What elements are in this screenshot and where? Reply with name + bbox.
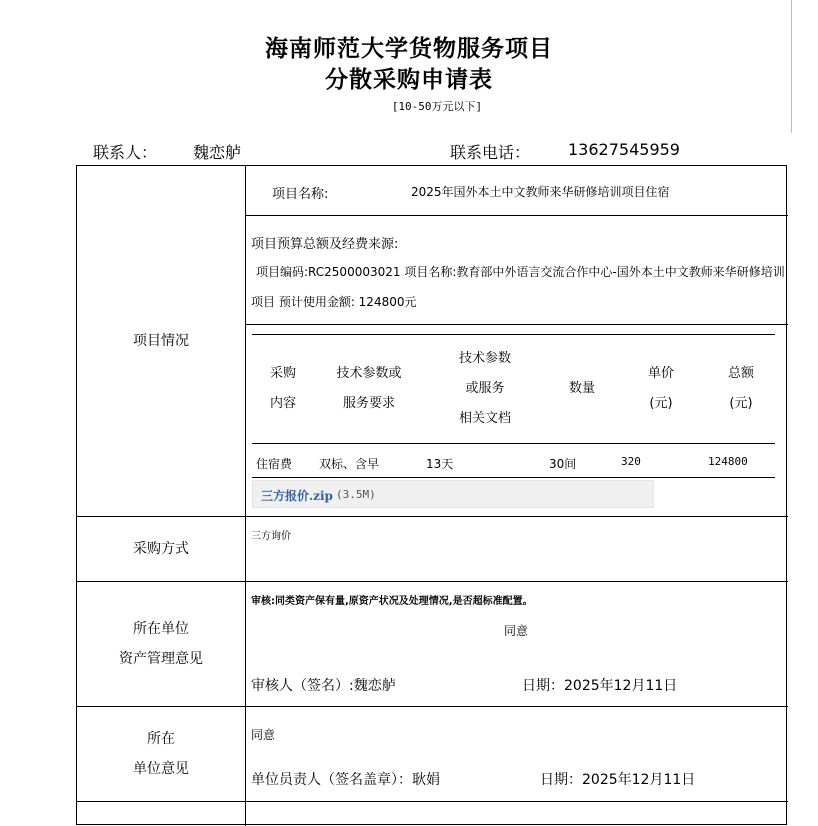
row-quantity: 30间 xyxy=(549,457,577,471)
project-info-label: 项目情况 xyxy=(133,333,189,349)
procurement-method-value: 三方询价 xyxy=(251,531,291,542)
row-divider xyxy=(245,324,788,325)
items-table-bottom-rule xyxy=(252,477,775,478)
application-form-table xyxy=(76,165,787,825)
procurement-method-label: 采购方式 xyxy=(133,541,189,557)
row-content: 住宿费 xyxy=(256,457,293,471)
amount-range-subtitle: [10-50万元以下] xyxy=(391,100,483,113)
unit-head-signature: 单位员责人（签名盖章）：耿娟 xyxy=(251,772,440,788)
row-divider xyxy=(77,801,788,802)
row-requirement: 双标、含早 xyxy=(319,457,380,471)
budget-heading: 项目预算总额及经费来源: xyxy=(251,237,399,252)
unit-opinion-label: 所在 单位意见 xyxy=(133,731,189,777)
column-divider xyxy=(245,166,246,826)
budget-detail-line2: 项目 预计使用金额: 124800元 xyxy=(251,295,417,309)
header-unit-price: 单价 (元) xyxy=(647,366,674,411)
items-table-header-rule xyxy=(252,443,775,444)
row-divider xyxy=(245,215,788,216)
row-divider xyxy=(77,516,788,517)
header-quantity: 数量 xyxy=(568,381,595,396)
asset-review-note: 审核:同类资产保有量,原资产状况及处理情况,是否超标准配置。 xyxy=(251,596,533,607)
attachment-box xyxy=(252,480,654,508)
header-technical-requirements: 技术参数或 服务要求 xyxy=(336,366,402,411)
budget-detail-line1: 项目编码:RC2500003021 项目名称:教育部中外语言交流合作中心-国外本土中文教师来华研修培训 xyxy=(256,265,785,279)
row-total: 124800 xyxy=(708,455,748,468)
document-title-line1: 海南师范大学货物服务项目 xyxy=(265,35,553,62)
asset-review-date: 日期：2025年12月11日 xyxy=(522,678,678,694)
row-divider xyxy=(77,581,788,582)
asset-reviewer-signature: 审核人（签名）:魏恋舻 xyxy=(251,678,396,694)
unit-opinion-date: 日期：2025年12月11日 xyxy=(540,772,696,788)
header-procurement-content: 采购 内容 xyxy=(269,366,296,411)
attachment-link[interactable]: 三方报价.zip xyxy=(261,489,333,503)
attachment-size: (3.5M) xyxy=(336,488,376,501)
contact-person-label: 联系人： xyxy=(93,143,158,162)
row-unit-price: 320 xyxy=(621,455,641,468)
contact-phone-value: 13627545959 xyxy=(568,140,680,159)
row-days: 13天 xyxy=(426,457,454,471)
unit-opinion-value: 同意 xyxy=(251,728,276,742)
header-total-amount: 总额 (元) xyxy=(727,366,754,411)
page-divider xyxy=(791,0,792,133)
asset-opinion-label: 所在单位 资产管理意见 xyxy=(119,621,203,667)
document-title-line2: 分散采购申请表 xyxy=(325,66,493,93)
row-divider xyxy=(77,706,788,707)
header-related-documents: 技术参数 或服务 相关文档 xyxy=(458,351,511,426)
project-name-label: 项目名称: xyxy=(272,187,329,202)
contact-phone-label: 联系电话： xyxy=(450,143,531,162)
asset-opinion-value: 同意 xyxy=(504,624,529,638)
contact-person-value: 魏恋舻 xyxy=(193,143,242,162)
items-table-top-rule xyxy=(252,334,775,335)
project-name-value: 2025年国外本土中文教师来华研修培训项目住宿 xyxy=(411,185,670,199)
